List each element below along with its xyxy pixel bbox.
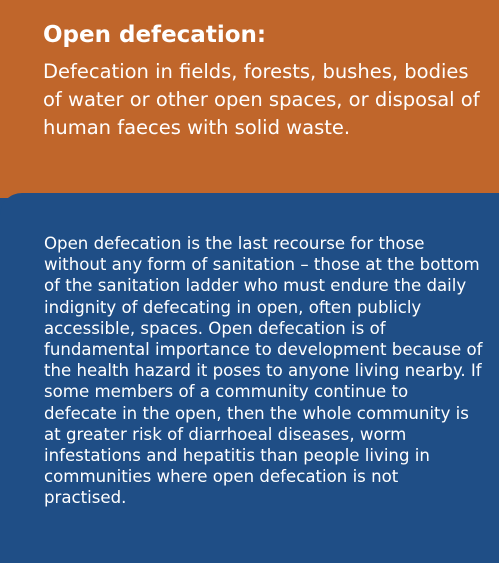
definition-box (0, 0, 499, 198)
term-definition: Defecation in fields, forests, bushes, bodies of water or other open spaces, or disposal of human faeces with solid waste. (43, 60, 480, 139)
body-paragraph: Open defecation is the last recourse for those without any form of sanitation – those at the bottom of the sanitation ladder who must endure the daily indignity of defecating in open, often publicly accessible, spaces. Open defecation is of fundamental importance to development because of the health hazard it poses to anyone living nearby. If some members of a community continue to defecate in the open, then the whole community is at greater risk of diarrhoeal diseases, worm infestations and hepatitis than people living in communities where open defecation is not practised. (44, 234, 483, 508)
term-title: Open defecation: (43, 22, 267, 48)
